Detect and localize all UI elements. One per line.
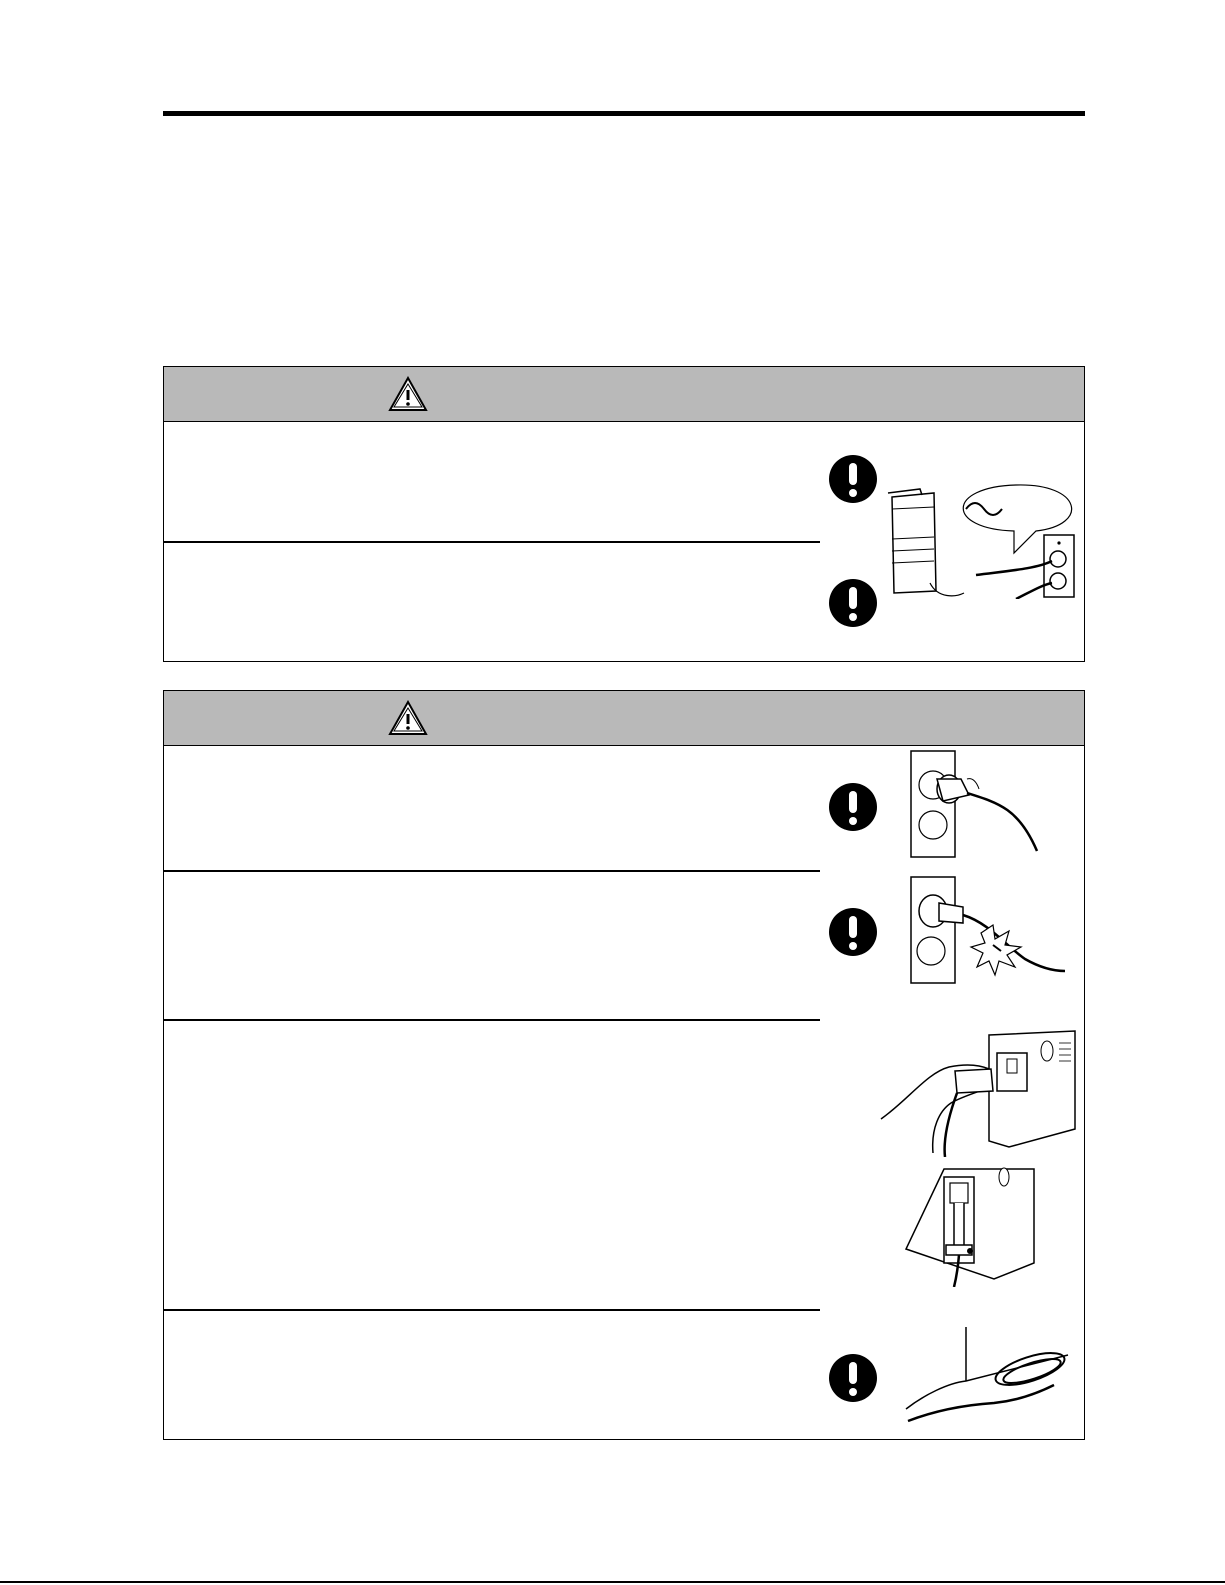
instruction-row [164,1021,819,1309]
printer-wall-outlet-illustration [886,479,1086,599]
warning-panel-power-source [163,366,1085,662]
instruction-row [164,423,819,541]
cord-clamp-illustration [904,1167,1044,1287]
warning-triangle-icon [388,376,428,412]
instruction-row [164,747,819,870]
bottom-rule [0,1581,1225,1583]
mandatory-action-icon [828,1353,878,1403]
warning-triangle-icon [388,700,428,736]
top-rule [163,111,1085,116]
cord-under-machine-illustration [904,1325,1074,1425]
warning-panel-power-cord [163,690,1085,1440]
panel-header [164,691,1084,746]
hand-connecting-cord-illustration [879,1029,1079,1157]
instruction-row [164,1311,819,1437]
instruction-row [164,872,819,1019]
plug-insert-illustration [909,749,1069,861]
mandatory-action-icon [828,578,878,628]
mandatory-action-icon [828,907,878,957]
panel-header [164,367,1084,422]
mandatory-action-icon [828,782,878,832]
damaged-cord-illustration [909,875,1069,987]
mandatory-action-icon [828,454,878,504]
instruction-row [164,543,819,661]
